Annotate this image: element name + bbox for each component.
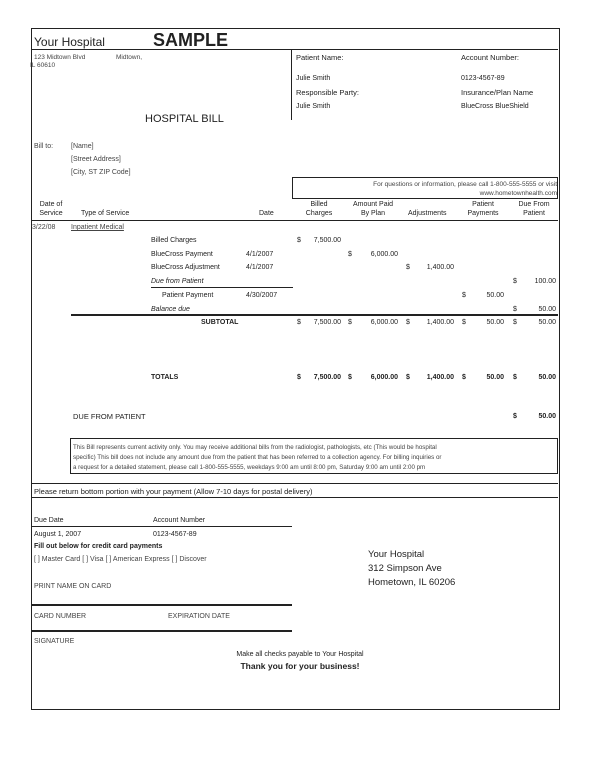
col-adjustments: Adjustments bbox=[408, 210, 447, 217]
responsible-name: Julie Smith bbox=[296, 103, 331, 110]
column-header-rule bbox=[32, 220, 558, 221]
line-billed-currency: $ bbox=[297, 237, 301, 244]
line-paid: 6,000.00 bbox=[370, 251, 398, 258]
col-patient-pay-1: Patient bbox=[472, 201, 494, 208]
credit-card-label: Fill out below for credit card payments bbox=[34, 543, 163, 550]
bill-to-city: [City, ST ZIP Code] bbox=[71, 169, 131, 176]
return-rule-bottom bbox=[32, 497, 558, 498]
return-notice: Please return bottom portion with your payment (Allow 7-10 days for postal delivery) bbox=[34, 487, 313, 496]
totals-paid: 6,000.00 bbox=[370, 374, 398, 381]
totals-adj-currency: $ bbox=[406, 374, 410, 381]
hospital-name: Your Hospital bbox=[34, 35, 105, 49]
subtotal-billed: 7,500.00 bbox=[313, 319, 341, 326]
account-label: Account Number: bbox=[461, 53, 519, 62]
return-rule-top bbox=[32, 483, 558, 484]
subtotal-label: SUBTOTAL bbox=[201, 319, 239, 326]
totals-billed: 7,500.00 bbox=[313, 374, 341, 381]
thank-you: Thank you for your business! bbox=[240, 661, 360, 671]
print-name-label: PRINT NAME ON CARD bbox=[34, 583, 112, 590]
subtotal-adj: 1,400.00 bbox=[426, 319, 454, 326]
line-date: 4/1/2007 bbox=[246, 264, 274, 271]
remit-name: Your Hospital bbox=[368, 549, 425, 560]
col-paid-1: Amount Paid bbox=[352, 201, 394, 208]
info-line1: For questions or information, please call 1-800-555-5555 or visit bbox=[373, 181, 557, 188]
address-city: Midtown, bbox=[116, 54, 143, 61]
totals-paid-currency: $ bbox=[348, 374, 352, 381]
insurance-label: Insurance/Plan Name bbox=[461, 88, 534, 97]
col-date-of-service-1: Date of bbox=[39, 201, 63, 208]
address-line1: 123 Midtown Blvd bbox=[34, 54, 86, 61]
totals-adj: 1,400.00 bbox=[426, 374, 454, 381]
col-billed-2: Charges bbox=[305, 210, 333, 217]
insurance-name: BlueCross BlueShield bbox=[461, 103, 529, 110]
subtotal-pay-currency: $ bbox=[462, 319, 466, 326]
sample-label: SAMPLE bbox=[153, 30, 229, 50]
card-number-field[interactable] bbox=[32, 630, 292, 632]
bill-to-name: [Name] bbox=[71, 143, 94, 150]
notice-line2: specific) This bill does not include any amount due from the patient that has been referred to a collection agency. For billing inquiries or bbox=[73, 454, 442, 461]
subtotal-paid-currency: $ bbox=[348, 319, 352, 326]
col-due-2: Patient bbox=[523, 210, 545, 217]
header-divider bbox=[291, 49, 292, 120]
col-date-of-service-2: Service bbox=[39, 210, 63, 217]
line-adj: 1,400.00 bbox=[426, 264, 454, 271]
subtotal-adj-currency: $ bbox=[406, 319, 410, 326]
notice-line1: This Bill represents current activity only. You may receive additional bills from the radiologist, pathologists, etc (This would be hospital bbox=[73, 444, 437, 451]
line-paid-currency: $ bbox=[348, 251, 352, 258]
remit-city: Hometown, IL 60206 bbox=[368, 577, 456, 588]
address-zip: IL 60610 bbox=[30, 62, 56, 69]
col-patient-pay-2: Payments bbox=[467, 210, 499, 217]
due-date: August 1, 2007 bbox=[34, 531, 82, 538]
subtotal-due: 50.00 bbox=[538, 319, 556, 326]
col-due-1: Due From bbox=[518, 201, 550, 208]
patient-name: Julie Smith bbox=[296, 75, 331, 82]
service-type: Inpatient Medical bbox=[71, 224, 124, 231]
stub-account-number: 0123-4567-89 bbox=[153, 531, 197, 538]
line-pay: 50.00 bbox=[486, 292, 504, 299]
line-desc: BlueCross Payment bbox=[151, 251, 213, 258]
bill-frame bbox=[31, 28, 560, 710]
signature-label: SIGNATURE bbox=[34, 638, 75, 645]
line-desc: Due from Patient bbox=[151, 278, 204, 285]
subtotal-paid: 6,000.00 bbox=[370, 319, 398, 326]
totals-due-currency: $ bbox=[513, 374, 517, 381]
col-billed-1: Billed bbox=[310, 201, 328, 208]
line-date: 4/30/2007 bbox=[246, 292, 278, 299]
line-pay-currency: $ bbox=[462, 292, 466, 299]
totals-pay-currency: $ bbox=[462, 374, 466, 381]
line-desc: BlueCross Adjustment bbox=[151, 264, 220, 271]
line-desc: Balance due bbox=[151, 306, 190, 313]
col-paid-2: By Plan bbox=[360, 210, 386, 217]
line-due: 100.00 bbox=[534, 278, 556, 285]
card-options[interactable]: [ ] Master Card [ ] Visa [ ] American Express [ ] Discover bbox=[34, 556, 207, 563]
totals-pay: 50.00 bbox=[486, 374, 504, 381]
bill-title: HOSPITAL BILL bbox=[145, 113, 224, 125]
header-rule bbox=[32, 49, 558, 50]
line-due-currency: $ bbox=[513, 306, 517, 313]
due-from-patient-currency: $ bbox=[513, 413, 517, 420]
subtotal-pay: 50.00 bbox=[486, 319, 504, 326]
patient-name-label: Patient Name: bbox=[296, 53, 344, 62]
line-due-currency: $ bbox=[513, 278, 517, 285]
totals-due: 50.00 bbox=[538, 374, 556, 381]
card-number-label: CARD NUMBER bbox=[34, 613, 87, 620]
col-type-of-service: Type of Service bbox=[81, 210, 130, 217]
totals-label: TOTALS bbox=[151, 374, 179, 381]
due-rule bbox=[151, 287, 293, 288]
stub-rule bbox=[32, 526, 292, 527]
print-name-field[interactable] bbox=[32, 604, 292, 606]
line-desc: Patient Payment bbox=[162, 292, 214, 299]
stub-account-label: Account Number bbox=[153, 517, 206, 524]
line-billed: 7,500.00 bbox=[313, 237, 341, 244]
bill-to-label: Bill to: bbox=[34, 143, 54, 150]
info-line2: www.hometownhealth.com bbox=[479, 190, 557, 197]
expiration-label: EXPIRATION DATE bbox=[168, 613, 230, 620]
line-date: 4/1/2007 bbox=[246, 251, 274, 258]
line-desc: Billed Charges bbox=[151, 237, 197, 244]
line-due: 50.00 bbox=[538, 306, 556, 313]
subtotal-rule bbox=[71, 314, 558, 316]
due-from-patient-value: 50.00 bbox=[538, 413, 556, 420]
subtotal-due-currency: $ bbox=[513, 319, 517, 326]
notice-line3: a request for a detailed statement, please call 1-800-555-5555, weekdays 9:00 am until 8:00 pm, Saturday 9:00 am until 2:00 pm bbox=[73, 464, 426, 471]
line-adj-currency: $ bbox=[406, 264, 410, 271]
col-date: Date bbox=[259, 210, 274, 217]
totals-billed-currency: $ bbox=[297, 374, 301, 381]
remit-street: 312 Simpson Ave bbox=[368, 563, 442, 574]
bill-to-street: [Street Address] bbox=[71, 156, 121, 163]
checks-payable: Make all checks payable to Your Hospital bbox=[236, 651, 364, 658]
account-number: 0123-4567-89 bbox=[461, 75, 505, 82]
due-date-label: Due Date bbox=[34, 517, 64, 524]
responsible-label: Responsible Party: bbox=[296, 88, 359, 97]
due-from-patient-label: DUE FROM PATIENT bbox=[73, 412, 146, 421]
subtotal-billed-currency: $ bbox=[297, 319, 301, 326]
service-date: 3/22/08 bbox=[32, 224, 56, 231]
